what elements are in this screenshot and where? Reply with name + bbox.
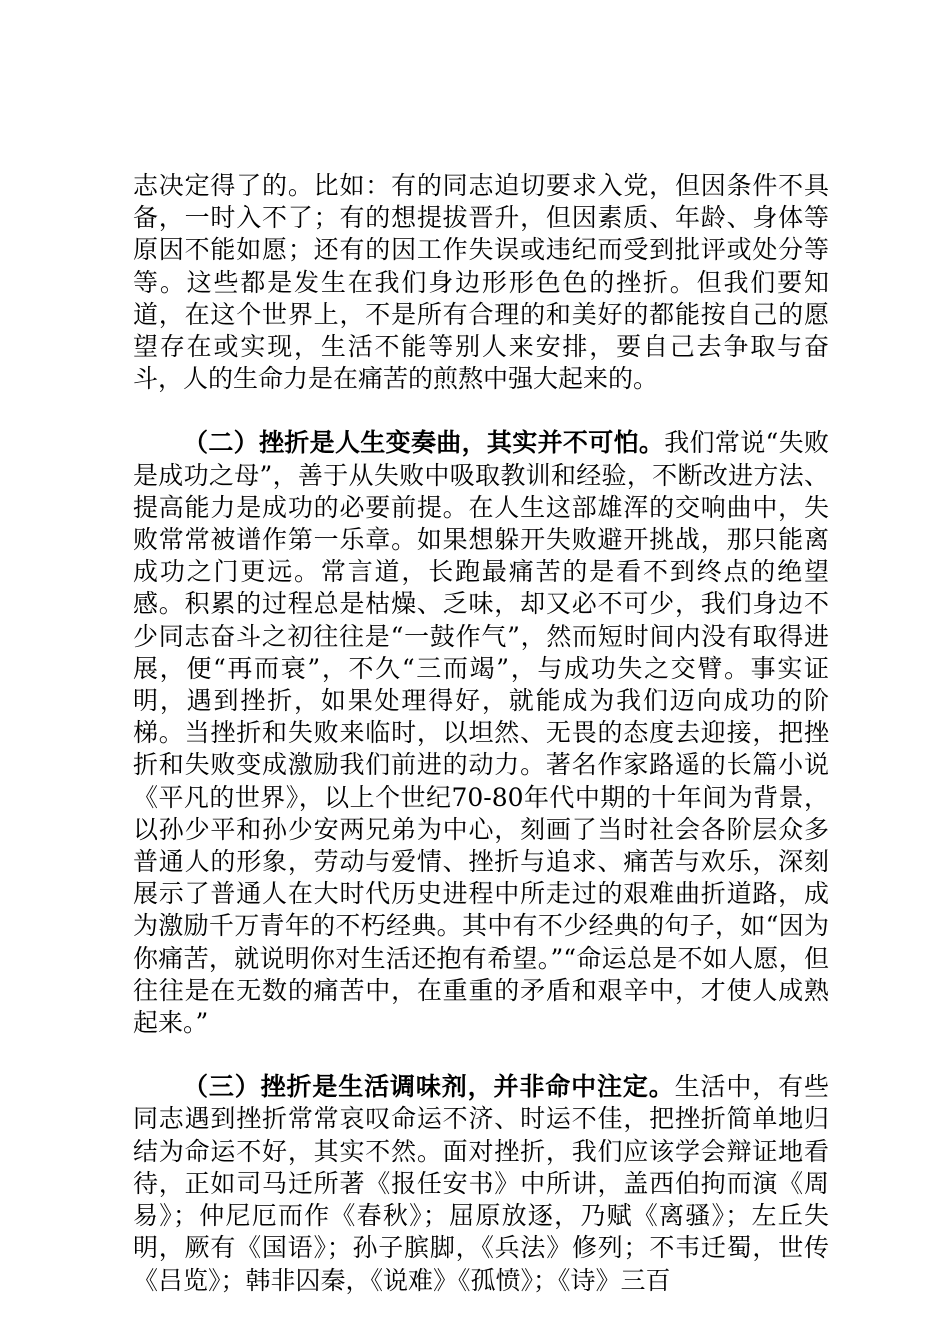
paragraph-section-two <box>133 427 829 1039</box>
section-heading: （三）挫折是生活调味剂，并非命中注定。 <box>183 1072 675 1102</box>
paragraph-body: 生活中，有些同志遇到挫折常常哀叹命运不济、时运不佳，把挫折简单地归结为命运不好，其实不然。面对挫折，我们应该学会辩证地看待，正如司马迁所著《报任安书》中所讲，盖西伯拘而演《周易》；仲尼厄而作《春秋》；屈原放逐，乃赋《离骚》；左丘失明，厥有《国语》；孙子膑脚，《兵法》修列；不韦迁蜀，世传《吕览》；韩非囚秦，《说难》《孤愤》；《诗》三百 <box>133 1072 829 1295</box>
paragraph-section-three <box>133 1071 829 1296</box>
paragraph-body: 志决定得了的。比如：有的同志迫切要求入党，但因条件不具备，一时入不了；有的想提拔晋升，但因素质、年龄、身体等原因不能如愿；还有的因工作失误或违纪而受到批评或处分等等。这些都是发生在我们身边形形色色的挫折。但我们要知道，在这个世界上，不是所有合理的和美好的都能按自己的愿望存在或实现，生活不能等别人来安排，要自己去争取与奋斗，人的生命力是在痛苦的煎熬中强大起来的。 <box>133 171 829 394</box>
paragraph-continuation <box>133 170 829 395</box>
paragraph-body: 我们常说“失败是成功之母”，善于从失败中吸取教训和经验，不断改进方法、提高能力是成功的必要前提。在人生这部雄浑的交响曲中，失败常常被谱作第一乐章。如果想躲开失败避开挑战，那只能离成功之门更远。常言道，长跑最痛苦的是看不到终点的绝望感。积累的过程总是枯燥、乏味，却又必不可少，我们身边不少同志奋斗之初往往是“一鼓作气”，然而短时间内没有取得进展，便“再而衰”，不久“三而竭”，与成功失之交臂。事实证明，遇到挫折，如果处理得好，就能成为我们迈向成功的阶梯。当挫折和失败来临时，以坦然、无畏的态度去迎接，把挫折和失败变成激励我们前进的动力。著名作家路遥的长篇小说《平凡的世界》，以上个世纪70-80年代中期的十年间为背景，以孙少平和孙少安两兄弟为中心，刻画了当时社会各阶层众多普通人的形象，劳动与爱情、挫折与追求、痛苦与欢乐，深刻展示了普通人在大时代历史进程中所走过的艰难曲折道路，成为激励千万青年的不朽经典。其中有不少经典的句子，如“因为你痛苦，就说明你对生活还抱有希望。”“命运总是不如人愿，但往往是在无数的痛苦中，在重重的矛盾和艰辛中，才使人成熟起来。” <box>133 428 829 1038</box>
document-page <box>133 170 829 1297</box>
section-heading: （二）挫折是人生变奏曲，其实并不可怕。 <box>183 428 665 458</box>
